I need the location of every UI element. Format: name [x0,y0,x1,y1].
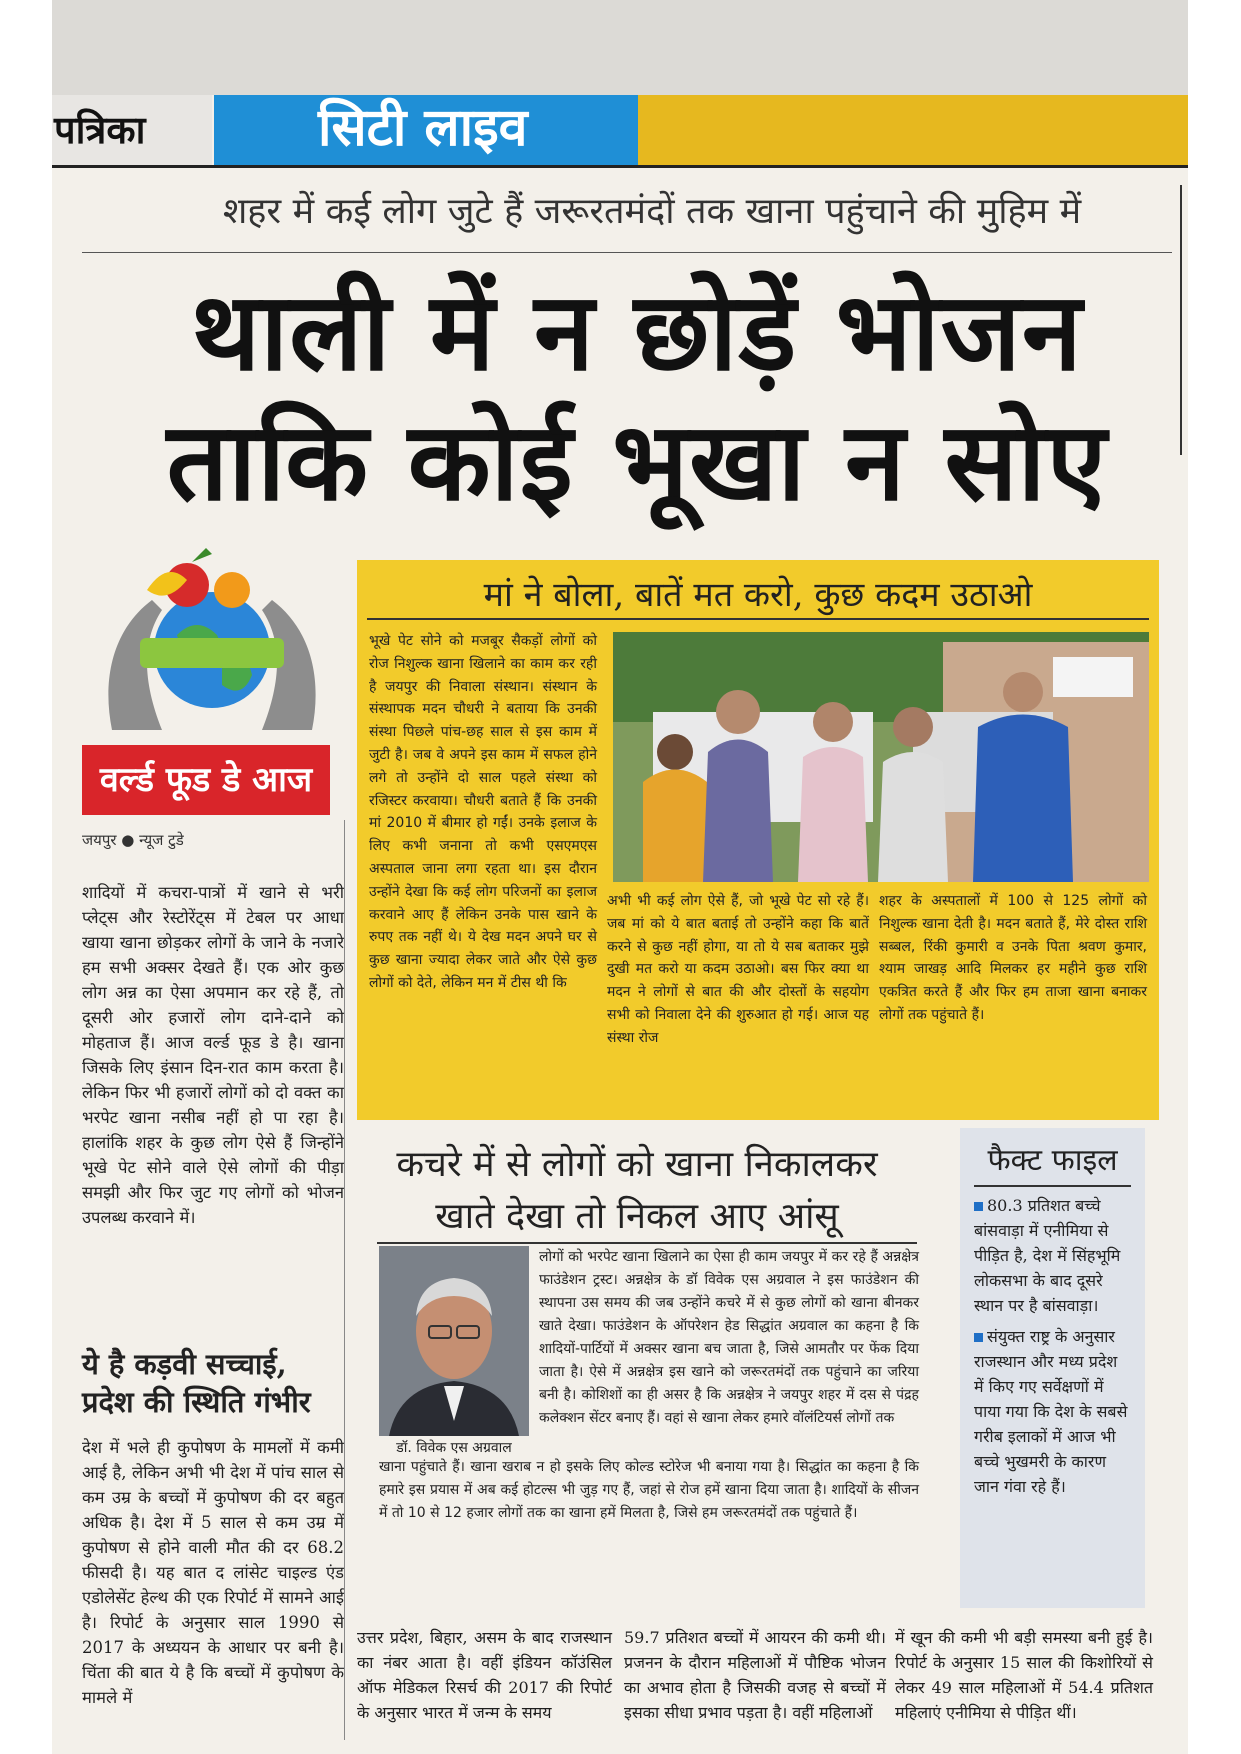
bottom-col2: 59.7 प्रतिशत बच्चों में आयरन की कमी थी। प्रजनन के दौरान महिलाओं में पौष्टिक भोजन का अभाव होता है जिसकी वजह से बच्चों में इसका सीधा प्रभाव पड़ता है। वहीं महिलाओं [624,1628,886,1722]
column-rule [1180,185,1182,455]
nivala-story-col1: भूखे पेट सोने को मजबूर सैकड़ों लोगों को रोज निशुल्क खाना खिलाने का काम कर रही है जयपुर की निवाला संस्थान। संस्थान के संस्थापक मदन चौधरी ने बताया कि उनकी संस्था पिछले पांच-छह साल से इस काम में जुटी है। जब वे अपने इस काम में सफल होने लगे तो उन्होंने दो साल पहले संस्था को रजिस्टर करवाया। चौधरी बताते हैं कि उनकी मां 2010 में बीमार हो गईं। उनके इलाज के लिए कभी जनाना तो कभी एसएमएस अस्पताल जाना लगा रहता था। इस दौरान उन्होंने देखा कि कई लोग परिजनों का इलाज करवाने आए हैं लेकिन उनके पास खाने के रुपए तक नहीं थे। ये देख मदन अपने घर से कुछ खाना ज्यादा लेकर जाते और ऐसे कुछ लोगों को देते, लेकिन मन में टीस थी कि [369,633,597,991]
top-margin [52,0,1188,95]
kicker: शहर में कई लोग जुटे हैं जरूरतमंदों तक खाना पहुंचाने की मुहिम में [222,191,1082,232]
section-label: सिटी लाइव [214,95,638,165]
kicker-rule [82,252,1172,253]
fact-item [974,1324,1131,1499]
bullet-icon [974,1202,983,1211]
fact-item-text: 80.3 प्रतिशत बच्चे बांसवाड़ा में एनीमिया से पीड़ित है, देश में सिंहभूमि लोकसभा के बाद दूसरे स्थान पर है बांसवाड़ा। [974,1196,1121,1315]
photo-illustration-icon [613,632,1149,882]
headline-line2: ताकि कोई भूखा न सोए [166,400,1108,525]
portrait-photo [379,1246,529,1436]
story-rule [377,1242,917,1244]
bottom-col3: में खून की कमी भी बड़ी समस्या बनी हुई है। रिपोर्ट के अनुसार 15 साल की किशोरियों से लेकर 49 साल महिलाओं में 54.4 प्रतिशत महिलाएं एनीमिया से पीड़ित थीं। [895,1628,1153,1722]
annakshetra-title-line1: कचरे में से लोगों को खाना निकालकर [396,1144,878,1185]
banner-rule [52,165,1188,168]
nivala-story-box [357,560,1159,1120]
column-rule [344,820,345,1740]
fact-file-box [960,1128,1145,1608]
nivala-story-col2: अभी भी कई लोग ऐसे हैं, जो भूखे पेट सो रहे हैं। जब मां को ये बात बताई तो उन्होंने कहा कि बातें करने से कुछ नहीं होगा, या तो ये सब बताकर मुझे दुखी मत करो या कदम उठाओ। बस फिर क्या था मदन ने लोगों से बात की और दोस्तों के सहयोग सभी को निवाला देने की शुरुआत हो गई। आज यह संस्था रोज [607,893,869,1046]
headline-line1: थाली में न छोड़ें भोजन [191,270,1083,395]
brand-label: पत्रिका [52,95,212,165]
food-distribution-photo [613,632,1149,882]
intro-body: शादियों में कचरा-पात्रों में खाने से भरी प्लेट्स और रेस्टोरेंट्स में टेबल पर आधा खाया खाना छोड़कर लोगों के जाने के नजारे हम सभी अक्सर देखते हैं। एक ओर कुछ लोग अन्न का ऐसा अपमान कर रहे हैं, तो दूसरी ओर हजारों लोग दाने-दाने को मोहताज हैं। आज वर्ल्ड फूड डे है। खाना जिसके लिए इंसान दिन-रात काम करता है। लेकिन फिर भी हजारों लोगों को दो वक्त का भरपेट खाना नसीब नहीं हो पा रहा है। हालांकि शहर के कुछ लोग ऐसे हैं जिन्होंने भूखे पेट सोने वाले ऐसे लोगों की पीड़ा समझी और फिर जुट गए लोगों को भोजन उपलब्ध करवाने में। [82,883,344,1227]
section-banner [52,95,1188,169]
headline [92,268,1182,528]
annakshetra-title-line2: खाते देखा तो निकल आए आंसू [435,1196,839,1237]
portrait-caption: डॉ. विवेक एस अग्रवाल [396,1440,512,1456]
fact-item [974,1193,1131,1318]
portrait-illustration-icon [379,1246,529,1436]
fact-item-text: संयुक्त राष्ट्र के अनुसार राजस्थान और मध्य प्रदेश में किए गए सर्वेक्षणों में पाया गया कि देश के सबसे गरीब इलाकों में आज भी बच्चे भुखमरी के कारण जान गंवा रहे हैं। [974,1327,1128,1496]
bottom-col1: उत्तर प्रदेश, बिहार, असम के बाद राजस्थान का नंबर आता है। वहीं इंडियन कॉउंसिल ऑफ मेडिकल रिसर्च की 2017 की रिपोर्ट के अनुसार भारत में जन्म के समय [357,1628,612,1722]
world-food-day-badge: वर्ल्ड फूड डे आज [82,745,330,815]
nivala-story-title: मां ने बोला, बातें मत करो, कुछ कदम उठाओ [483,575,1033,615]
annakshetra-col2: खाना पहुंचाते हैं। खाना खराब न हो इसके लिए कोल्ड स्टोरेज भी बनाया गया है। सिद्धांत का कहना है कि हमारे इस प्रयास में अब कई होटल्स भी जुड़ गए हैं, जहां से रोज हमें खाना दिया जाता है। शादियों के सीजन में तो 10 से 12 हजार लोगों तक का खाना हमें मिलता है, जिसे हम जरूरतमंदों तक पहुंचाते हैं। [379,1459,919,1521]
nivala-story-col3: शहर के अस्पतालों में 100 से 125 लोगों को निशुल्क खाना देती है। मदन बताते हैं, मेरे दोस्त राशि सब्बल, रिंकी कुमारी व उनके पिता श्रवण कुमार, श्याम जाखड़ आदि मिलकर हर महीने कुछ राशि एकत्रित करते हैं और फिर हम ताजा खाना बनाकर लोगों तक पहुंचाते हैं। [879,893,1147,1023]
situation-body: देश में भले ही कुपोषण के मामलों में कमी आई है, लेकिन अभी भी देश में पांच साल से कम उम्र के बच्चों में कुपोषण की दर बहुत अधिक है। देश में 5 साल से कम उम्र में कुपोषण से होने वाली मौत की दर 68.2 फीसदी है। यह बात द लांसेट चाइल्ड एंड एडोलेसेंट हेल्थ की एक रिपोर्ट में सामने आई है। रिपोर्ट के अनुसार साल 1990 से 2017 के अध्ययन के आधार पर बनी है। चिंता की बात ये है कि बच्चों में कुपोषण के मामले में [82,1438,344,1707]
banner-yellow-band [638,95,1188,165]
logo-illustration-icon [82,540,342,740]
world-food-day-logo [82,540,342,740]
subhead: ये है कड़वी सच्चाई, प्रदेश की स्थिति गंभीर [82,1347,311,1419]
dateline: जयपुर ● न्यूज टुडे [82,831,184,849]
annakshetra-col1: लोगों को भरपेट खाना खिलाने का ऐसा ही काम जयपुर में कर रहे हैं अन्नक्षेत्र फाउंडेशन ट्रस्ट। अन्नक्षेत्र के डॉ विवेक एस अग्रवाल ने इस फाउंडेशन की स्थापना उस समय की जब उन्होंने कचरे में से कुछ लोगों को खाना बीनकर खाते देखा। फाउंडेशन के ऑपरेशन हेड सिद्धांत अग्रवाल का कहना है कि शादियों-पार्टियों में अक्सर खाना बच जाता है, जिसे आमतौर पर फेंक दिया जाता है। ऐसे में अन्नक्षेत्र इस खाने को जरूरतमंदों तक पहुंचाने का जरिया बनी है। कोशिशों का ही असर है कि अन्नक्षेत्र ने जयपुर शहर में दस से पंद्रह कलेक्शन सेंटर बनाए हैं। वहां से खाना लेकर हमारे वॉलंटियर्स लोगों तक [539,1249,919,1426]
bullet-icon [974,1333,983,1342]
story-rule [367,618,1149,620]
newspaper-page [52,0,1188,1754]
fact-file-title: फैक्ट फाइल [974,1138,1131,1187]
